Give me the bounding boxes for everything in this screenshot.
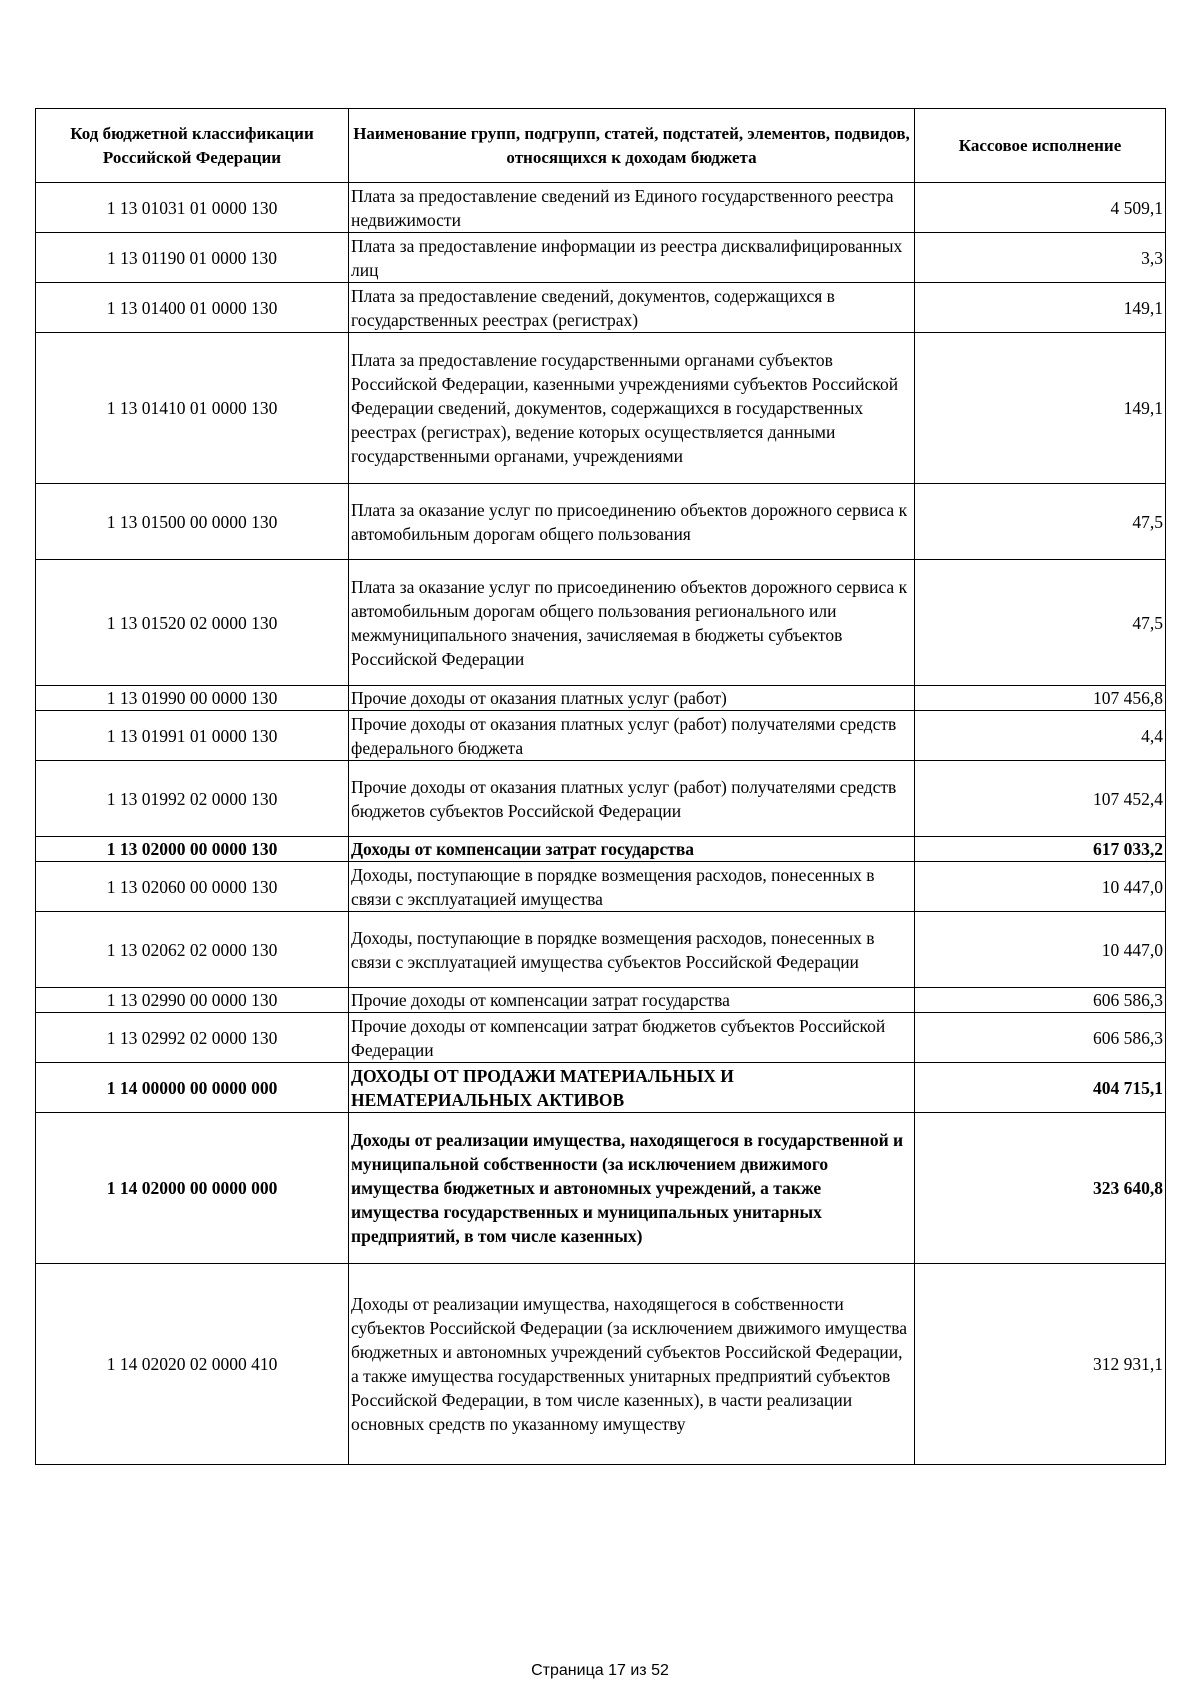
table-row — [36, 837, 1166, 862]
row-code: 1 13 01190 01 0000 130 — [36, 233, 349, 283]
of-label: из — [630, 1662, 647, 1679]
row-name: Доходы от реализации имущества, находящегося в государственной и муниципальной собственности (за исключением движимого имущества бюджетных и автономных учреждений, а также имущества государственных и муниципальных унитарных предприятий, в том числе казенных) — [349, 1113, 915, 1264]
row-amount: 4,4 — [915, 711, 1166, 761]
row-name: Плата за предоставление сведений, документов, содержащихся в государственных реестрах (регистрах) — [349, 283, 915, 333]
table-row — [36, 1013, 1166, 1063]
row-name: Прочие доходы от оказания платных услуг (работ) — [349, 686, 915, 711]
page-label: Страница — [531, 1662, 604, 1679]
header-amount: Кассовое исполнение — [915, 109, 1166, 183]
total-pages: 52 — [651, 1662, 669, 1679]
row-amount: 47,5 — [915, 484, 1166, 560]
row-amount: 404 715,1 — [915, 1063, 1166, 1113]
header-name: Наименование групп, подгрупп, статей, подстатей, элементов, подвидов, относящихся к доходам бюджета — [349, 109, 915, 183]
row-code: 1 14 00000 00 0000 000 — [36, 1063, 349, 1113]
row-amount: 107 456,8 — [915, 686, 1166, 711]
table-row — [36, 1113, 1166, 1264]
table-row — [36, 484, 1166, 560]
row-amount: 3,3 — [915, 233, 1166, 283]
row-code: 1 14 02020 02 0000 410 — [36, 1264, 349, 1465]
table-row — [36, 283, 1166, 333]
row-amount: 606 586,3 — [915, 988, 1166, 1013]
row-code: 1 13 01410 01 0000 130 — [36, 333, 349, 484]
row-code: 1 14 02000 00 0000 000 — [36, 1113, 349, 1264]
row-code: 1 13 01992 02 0000 130 — [36, 761, 349, 837]
row-name: Плата за предоставление государственными органами субъектов Российской Федерации, казенными учреждениями субъектов Российской Федерации сведений, документов, содержащихся в государственных реестрах (регистрах), ведение которых осуществляется данными государственными органами, учреждениями — [349, 333, 915, 484]
row-name: Прочие доходы от компенсации затрат бюджетов субъектов Российской Федерации — [349, 1013, 915, 1063]
row-name: Доходы от реализации имущества, находящегося в собственности субъектов Российской Федерации (за исключением движимого имущества бюджетных и автономных учреждений субъектов Российской Федерации, а также имущества государственных унитарных предприятий субъектов Российской Федерации, в том числе казенных), в части реализации основных средств по указанному имуществу — [349, 1264, 915, 1465]
row-amount: 323 640,8 — [915, 1113, 1166, 1264]
table-header-row — [36, 109, 1166, 183]
table-row — [36, 912, 1166, 988]
row-code: 1 13 01400 01 0000 130 — [36, 283, 349, 333]
row-amount: 149,1 — [915, 333, 1166, 484]
row-name: Плата за оказание услуг по присоединению объектов дорожного сервиса к автомобильным дорогам общего пользования регионального или межмуниципального значения, зачисляемая в бюджеты субъектов Российской Федерации — [349, 560, 915, 686]
table-row — [36, 233, 1166, 283]
table-row — [36, 862, 1166, 912]
row-name: Доходы от компенсации затрат государства — [349, 837, 915, 862]
row-amount: 606 586,3 — [915, 1013, 1166, 1063]
table-row — [36, 711, 1166, 761]
table-row — [36, 1264, 1166, 1465]
table-row — [36, 686, 1166, 711]
row-amount: 312 931,1 — [915, 1264, 1166, 1465]
row-name: Прочие доходы от оказания платных услуг (работ) получателями средств федерального бюджета — [349, 711, 915, 761]
row-amount: 10 447,0 — [915, 912, 1166, 988]
row-name: Прочие доходы от оказания платных услуг (работ) получателями средств бюджетов субъектов Российской Федерации — [349, 761, 915, 837]
row-name: ДОХОДЫ ОТ ПРОДАЖИ МАТЕРИАЛЬНЫХ И НЕМАТЕРИАЛЬНЫХ АКТИВОВ — [349, 1063, 915, 1113]
table-row — [36, 560, 1166, 686]
row-amount: 617 033,2 — [915, 837, 1166, 862]
row-code: 1 13 01520 02 0000 130 — [36, 560, 349, 686]
table-row — [36, 183, 1166, 233]
table-row — [36, 761, 1166, 837]
row-name: Доходы, поступающие в порядке возмещения расходов, понесенных в связи с эксплуатацией имущества субъектов Российской Федерации — [349, 912, 915, 988]
row-code: 1 13 01500 00 0000 130 — [36, 484, 349, 560]
revenue-table — [35, 108, 1166, 1465]
row-code: 1 13 02000 00 0000 130 — [36, 837, 349, 862]
table-row — [36, 988, 1166, 1013]
row-name: Плата за предоставление сведений из Единого государственного реестра недвижимости — [349, 183, 915, 233]
page-footer — [0, 1662, 1200, 1680]
row-amount: 149,1 — [915, 283, 1166, 333]
row-amount: 107 452,4 — [915, 761, 1166, 837]
row-amount: 4 509,1 — [915, 183, 1166, 233]
row-code: 1 13 01990 00 0000 130 — [36, 686, 349, 711]
row-name: Плата за оказание услуг по присоединению объектов дорожного сервиса к автомобильным дорогам общего пользования — [349, 484, 915, 560]
row-amount: 47,5 — [915, 560, 1166, 686]
row-name: Плата за предоставление информации из реестра дисквалифицированных лиц — [349, 233, 915, 283]
table-row — [36, 333, 1166, 484]
row-code: 1 13 02060 00 0000 130 — [36, 862, 349, 912]
row-code: 1 13 02990 00 0000 130 — [36, 988, 349, 1013]
header-code: Код бюджетной классификации Российской Федерации — [36, 109, 349, 183]
row-code: 1 13 02062 02 0000 130 — [36, 912, 349, 988]
table-row — [36, 1063, 1166, 1113]
row-name: Доходы, поступающие в порядке возмещения расходов, понесенных в связи с эксплуатацией имущества — [349, 862, 915, 912]
row-code: 1 13 02992 02 0000 130 — [36, 1013, 349, 1063]
row-amount: 10 447,0 — [915, 862, 1166, 912]
row-name: Прочие доходы от компенсации затрат государства — [349, 988, 915, 1013]
row-code: 1 13 01991 01 0000 130 — [36, 711, 349, 761]
page-number: 17 — [608, 1662, 626, 1679]
row-code: 1 13 01031 01 0000 130 — [36, 183, 349, 233]
